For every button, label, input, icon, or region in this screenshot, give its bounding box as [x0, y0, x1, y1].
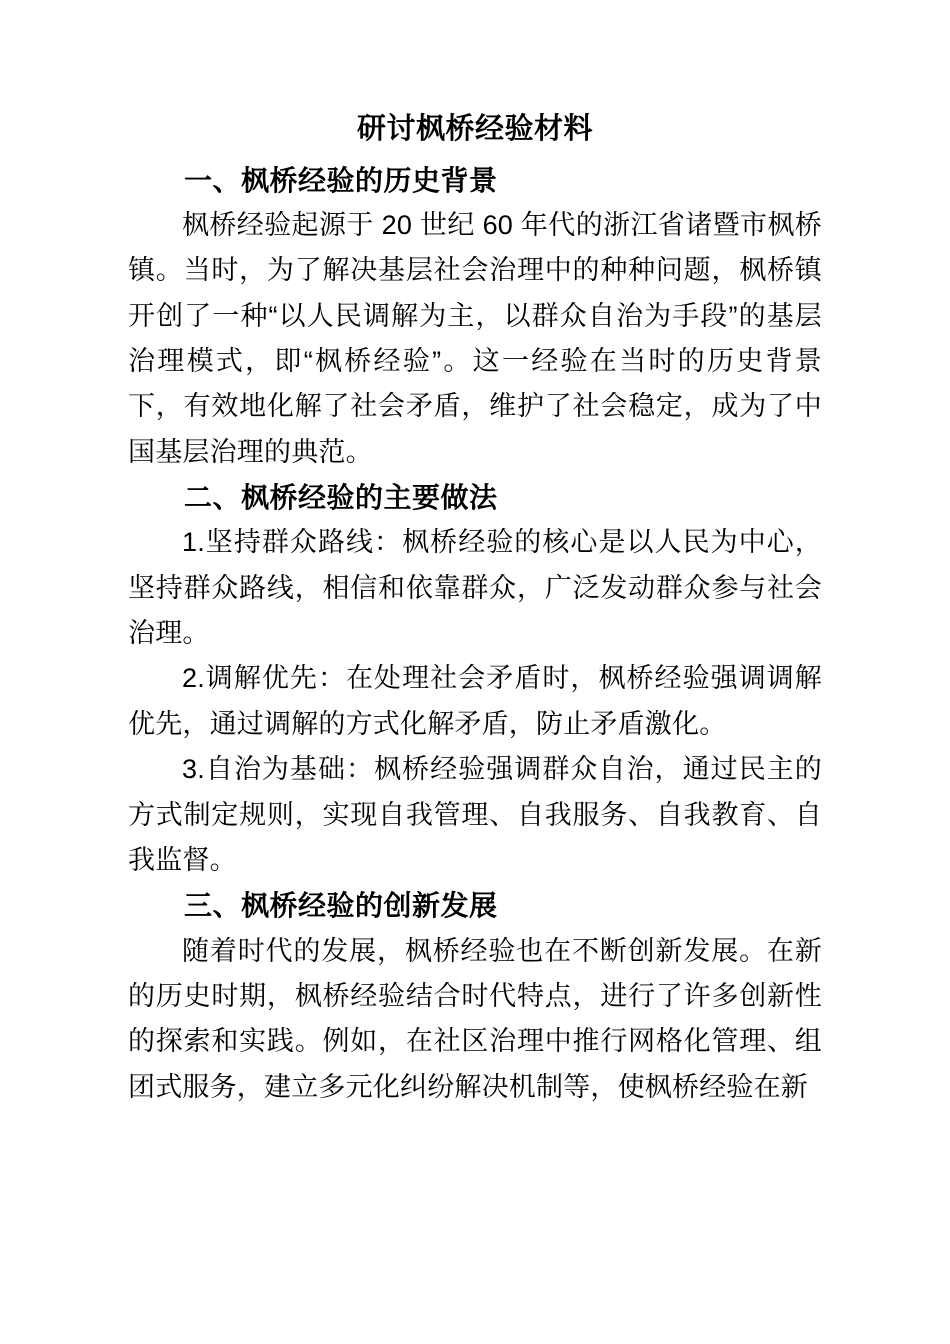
section-heading-1: 一、枫桥经验的历史背景 [184, 164, 498, 196]
section-3-paragraph-1: 随着时代的发展，枫桥经验也在不断创新发展。在新的历史时期，枫桥经验结合时代特点，进行了许多创新性的探索和实践。例如，在社区治理中推行网格化管理、组团式服务，建立多元化纠纷解决机制等，使枫桥经验在新 [128, 935, 822, 1102]
page-title: 研讨枫桥经验材料 [356, 113, 593, 145]
section-2-paragraph-3: 3.自治为基础：枫桥经验强调群众自治，通过民主的方式制定规则，实现自我管理、自我服务、自我教育、自我监督。 [128, 754, 822, 875]
section-2-paragraph-2: 2.调解优先：在处理社会矛盾时，枫桥经验强调调解优先，通过调解的方式化解矛盾，防止矛盾激化。 [128, 663, 822, 739]
section-heading-3: 三、枫桥经验的创新发展 [184, 890, 498, 922]
section-2-paragraph-1: 1.坚持群众路线：枫桥经验的核心是以人民为中心，坚持群众路线，相信和依靠群众，广泛发动群众参与社会治理。 [128, 527, 822, 649]
section-heading-2: 二、枫桥经验的主要做法 [184, 482, 498, 514]
section-1-paragraph-1: 枫桥经验起源于 20 世纪 60 年代的浙江省诸暨市枫桥镇。当时，为了解决基层社会治理中的种种问题，枫桥镇开创了一种“以人民调解为主，以群众自治为手段”的基层治理模式，即“枫桥经验”。这一经验在当时的历史背景下，有效地化解了社会矛盾，维护了社会稳定，成为了中国基层治理的典范。 [128, 209, 822, 467]
